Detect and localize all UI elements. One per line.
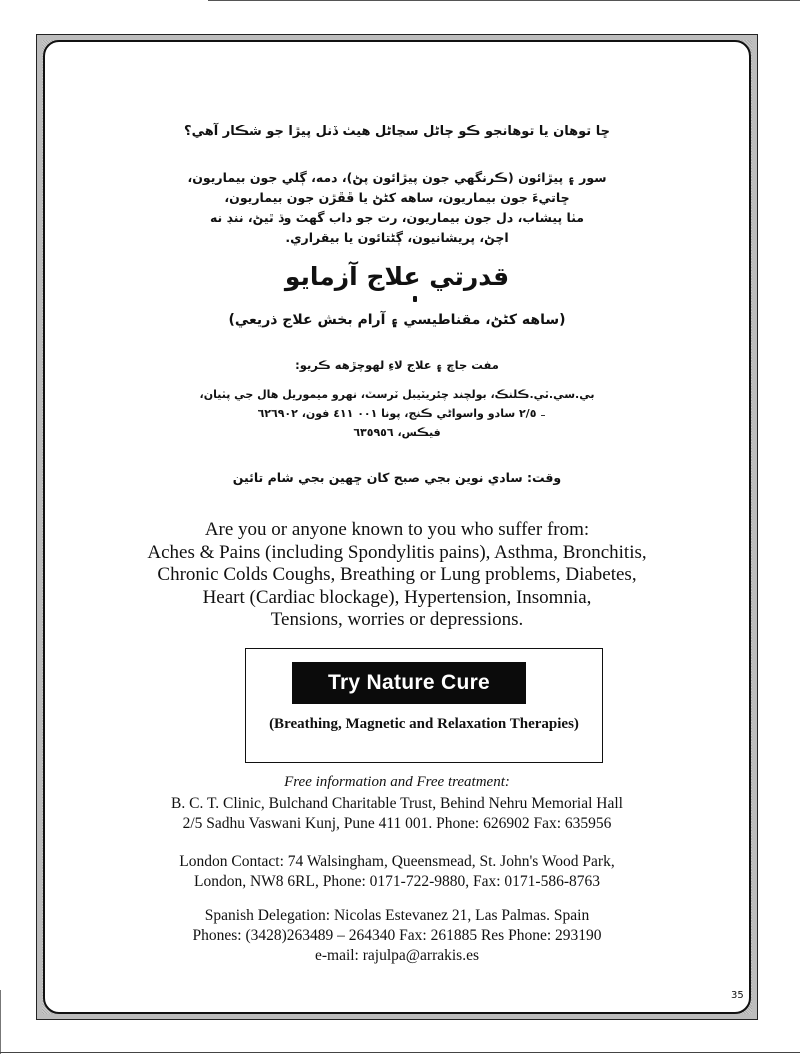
scan-edge-top bbox=[208, 0, 800, 1]
sindhi-title: قدرتي علاج آزمايو bbox=[284, 262, 510, 291]
email-address: e-mail: rajulpa@arrakis.es bbox=[314, 947, 480, 964]
sindhi-conditions-line: سور ۽ پيڙائون (ڪرنگهي جون پيڙائون پڻ)، دمه، ڳلي جون بيماريون، bbox=[187, 170, 607, 185]
question-line: Heart (Cardiac blockage), Hypertension, Insomnia, bbox=[202, 586, 592, 608]
london-contact-line: London, NW8 6RL, Phone: 0171-722-9880, Fax: 0171-586-8763 bbox=[194, 873, 600, 890]
london-contact bbox=[43, 852, 751, 892]
sindhi-conditions-line: ڇاتيءَ جون بيماريون، ساهه کڻڻ يا ڦڦڙن جون بيماريون، bbox=[224, 190, 570, 205]
clinic-address bbox=[43, 794, 751, 834]
sindhi-timing: وقت: سادي نوين بجي صبح کان ڇهين بجي شام تائين bbox=[232, 470, 562, 485]
page-number: 35 bbox=[731, 990, 744, 1001]
scan-edge-bottom bbox=[0, 1052, 800, 1053]
question-line: Chronic Colds Coughs, Breathing or Lung problems, Diabetes, bbox=[157, 564, 637, 585]
sindhi-address bbox=[43, 385, 751, 442]
sindhi-address-line: فيڪس، ٦٣٥٩٥٦ bbox=[353, 426, 441, 439]
banner-title: Try Nature Cure bbox=[327, 671, 491, 694]
clinic-address-line: B. C. T. Clinic, Bulchand Charitable Trust, Behind Nehru Memorial Hall bbox=[171, 795, 623, 812]
scan-edge-left bbox=[0, 990, 1, 1054]
nature-cure-banner bbox=[292, 662, 526, 704]
sindhi-free-treatment: مفت جاچ ۽ علاج لاءِ لهوچڙهه ڪريو: bbox=[295, 358, 499, 372]
spanish-delegation-line: Spanish Delegation: Nicolas Estevanez 21, Las Palmas. Spain bbox=[204, 907, 590, 924]
spanish-delegation bbox=[43, 906, 751, 966]
free-info-label: Free information and Free treatment: bbox=[284, 774, 510, 790]
english-question bbox=[43, 519, 751, 632]
sindhi-conditions-line: اچڻ، پريشانيون، ڳڻتائون يا بيقراري. bbox=[285, 230, 509, 245]
sindhi-address-line: ٢/٥ سادو واسواڻي ڪنج، پونا ٠٠١ ٤١١ فون، ٦٢٦٩٠٢ bbox=[257, 407, 537, 420]
question-line: Tensions, worries or depressions. bbox=[270, 609, 524, 630]
sindhi-conditions bbox=[43, 168, 751, 248]
ink-mark bbox=[413, 296, 417, 302]
london-contact-line: London Contact: 74 Walsingham, Queensmead, St. John's Wood Park, bbox=[179, 853, 615, 870]
sindhi-address-line: بي.سي.ٽي.ڪلنڪ، بولچند چئريٽيبل ٽرسٽ، نهرو ميموريل هال جي پٺيان، bbox=[199, 388, 595, 401]
clinic-address-line: 2/5 Sadhu Vaswani Kunj, Pune 411 001. Phone: 626902 Fax: 635956 bbox=[182, 815, 612, 832]
banner-subtitle: (Breathing, Magnetic and Relaxation Therapies) bbox=[269, 716, 579, 732]
sindhi-subtitle: (ساهه کڻڻ، مقناطيسي ۽ آرام بخش علاج ذريعي) bbox=[228, 312, 566, 328]
sindhi-conditions-line: مٺا پيشاب، دل جون بيماريون، رت جو داب گهٽ وڌ ٿيڻ، ننڊ نه bbox=[209, 210, 585, 225]
question-line: Aches & Pains (including Spondylitis pains), Asthma, Bronchitis, bbox=[147, 541, 647, 563]
ink-mark bbox=[541, 415, 545, 416]
spanish-delegation-line: Phones: (3428)263489 – 264340 Fax: 261885 Res Phone: 293190 bbox=[192, 927, 602, 944]
question-line: Are you or anyone known to you who suffer from: bbox=[204, 519, 590, 540]
sindhi-question: ڇا توهان يا توهانجو ڪو ڄاڻل سڃاڻل هيٺ ڏنل پيڙا جو شڪار آهي؟ bbox=[184, 124, 610, 139]
